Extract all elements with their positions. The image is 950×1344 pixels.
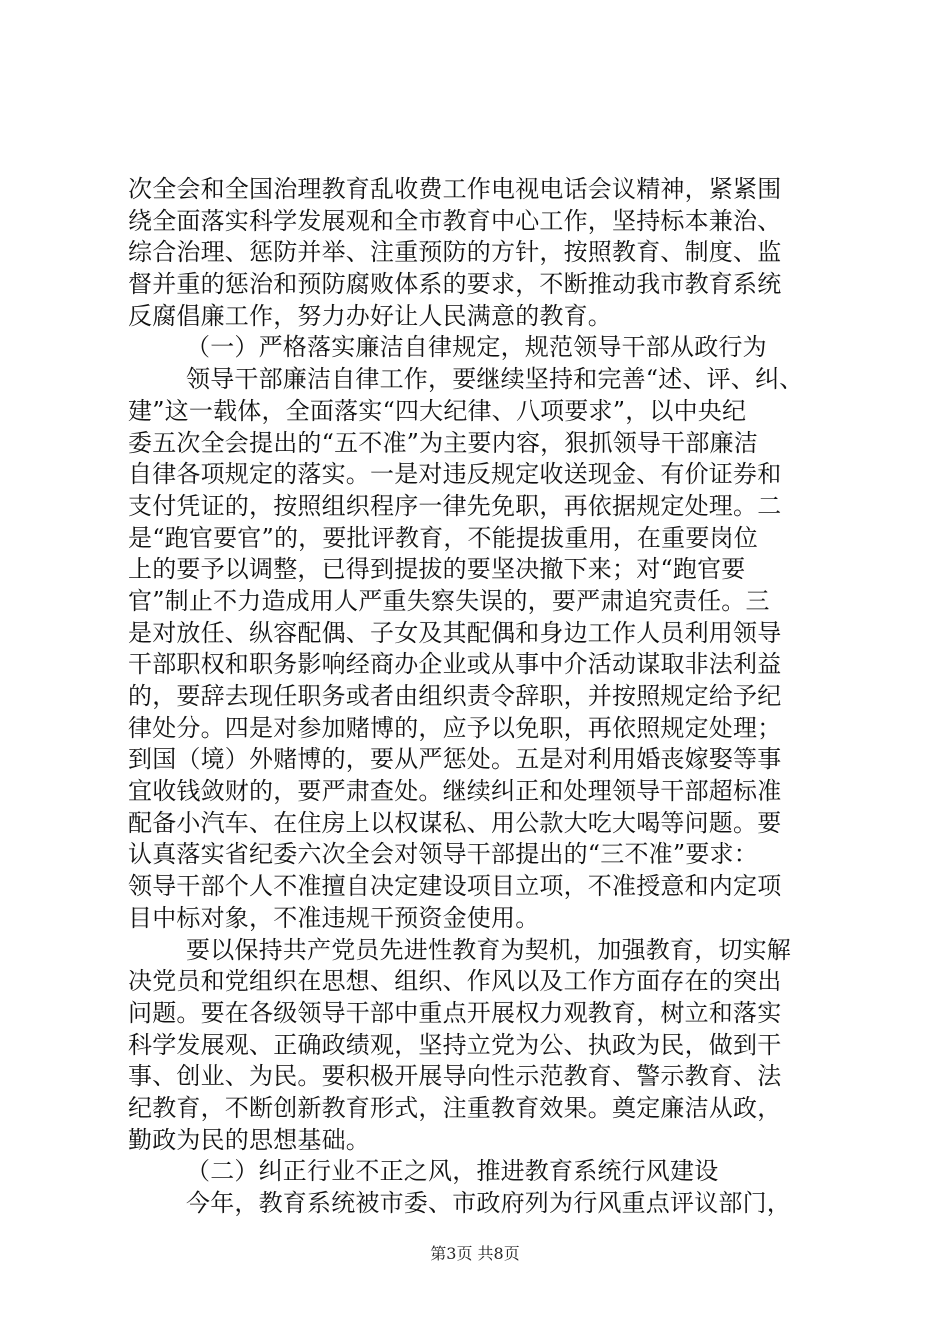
text-line: 纪教育，不断创新教育形式，注重教育效果。奠定廉洁从政， [128,1093,782,1122]
text-line: 律处分。四是对参加赌博的，应予以免职，再依照规定处理； [128,713,782,742]
text-line: 领导干部廉洁自律工作，要继续坚持和完善“述、评、纠、 [186,365,804,394]
text-line: 认真落实省纪委六次全会对领导干部提出的“三不准”要求： [128,840,758,869]
text-line: 目中标对象，不准违规干预资金使用。 [128,903,540,932]
text-line: 配备小汽车、在住房上以权谋私、用公款大吃大喝等问题。要 [128,808,782,837]
text-line: 是对放任、纵容配偶、子女及其配偶和身边工作人员利用领导 [128,618,782,647]
text-line: 今年，教育系统被市委、市政府列为行风重点评议部门， [186,1189,791,1217]
text-line: 问题。要在各级领导干部中重点开展权力观教育，树立和落实 [128,998,782,1027]
text-line: 的，要辞去现任职务或者由组织责令辞职，并按照规定给予纪 [128,682,782,710]
text-line: 官”制止不力造成用人严重失察失误的，要严肃追究责任。三 [128,586,770,615]
text-line: （二）纠正行业不正之风，推进教育系统行风建设 [186,1157,719,1186]
text-line: 建”这一载体，全面落实“四大纪律、八项要求”，以中央纪 [128,396,747,425]
text-line: 宜收钱敛财的，要严肃查处。继续纠正和处理领导干部超标准 [128,777,782,806]
text-line: 到国（境）外赌博的，要从严惩处。五是对利用婚丧嫁娶等事 [128,745,782,774]
text-line: 自律各项规定的落实。一是对违反规定收送现金、有价证券和 [128,460,782,489]
text-line: 支付凭证的，按照组织程序一律先免职，再依据规定处理。二 [128,491,782,520]
text-line: 督并重的惩治和预防腐败体系的要求，不断推动我市教育系统 [128,270,782,299]
text-line: 科学发展观、正确政绩观，坚持立党为公、执政为民，做到干 [128,1030,782,1059]
text-line: 要以保持共产党员先进性教育为契机，加强教育，切实解 [186,935,791,964]
text-line: 上的要予以调整，已得到提拔的要坚决撤下来；对“跑官要 [128,555,746,584]
document-body [128,174,832,1220]
text-line: 是“跑官要官”的，要批评教育，不能提拔重用，在重要岗位 [128,523,758,552]
text-line: 次全会和全国治理教育乱收费工作电视电话会议精神，紧紧围 [128,175,782,203]
text-line: 反腐倡廉工作，努力办好让人民满意的教育。 [128,301,612,330]
page-footer: 第3页 共8页 [430,1244,520,1263]
text-line: 综合治理、惩防并举、注重预防的方针，按照教育、制度、监 [128,238,782,267]
text-line: 干部职权和职务影响经商办企业或从事中介活动谋取非法利益 [128,650,782,679]
text-line: 勤政为民的思想基础。 [128,1125,370,1154]
text-line: 领导干部个人不准擅自决定建设项目立项，不准授意和内定项 [128,872,782,901]
text-line: （一）严格落实廉洁自律规定，规范领导干部从政行为 [186,333,767,362]
text-line: 决党员和党组织在思想、组织、作风以及工作方面存在的突出 [128,967,782,996]
text-line: 委五次全会提出的“五不准”为主要内容，狠抓领导干部廉洁 [128,428,758,457]
text-line: 绕全面落实科学发展观和全市教育中心工作，坚持标本兼治、 [128,206,782,235]
text-line: 事、创业、为民。要积极开展导向性示范教育、警示教育、法 [128,1062,782,1091]
